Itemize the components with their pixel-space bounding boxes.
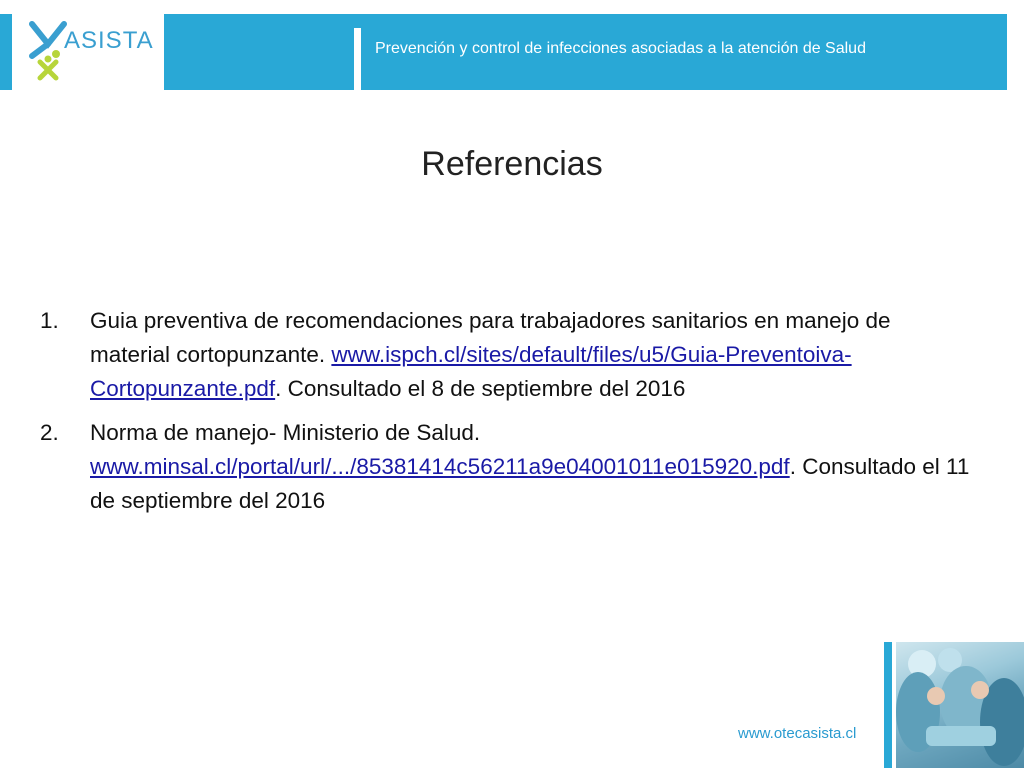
header-title-bar [164,14,1007,90]
surgical-team-photo [896,642,1024,768]
reference-consulted: . Consultado el 11 de septiembre del 2016 [90,454,970,513]
reference-text: Guia preventiva de recomendaciones para trabajadores sanitarios en manejo de material cortopunzante. [90,308,891,367]
reference-item [40,416,975,518]
reference-number: 1. [40,308,59,333]
title-divider [354,28,361,90]
reference-item [40,304,975,406]
reference-link[interactable]: www.ispch.cl/sites/default/files/u5/Guia-Preventoiva-Cortopunzante.pdf [90,342,852,401]
reference-number: 2. [40,420,59,445]
footer-accent-bar [884,642,892,768]
references-list [40,304,975,528]
header-title: Prevención y control de infecciones asociadas a la atención de Salud [375,40,866,57]
reference-link[interactable]: www.minsal.cl/portal/url/.../85381414c56211a9e04001011e015920.pdf [90,454,790,479]
logo [14,14,162,90]
header [0,0,1024,90]
reference-text: Norma de manejo- Ministerio de Salud. [90,420,481,445]
left-accent-bar [0,14,12,90]
logo-text: ASISTA [64,27,154,54]
surgical-scene-image [896,642,1024,768]
footer-url: www.otecasista.cl [738,725,857,742]
reference-consulted: . Consultado el 8 de septiembre del 2016 [275,376,686,401]
slide-title: Referencias [421,145,603,183]
asista-logo-icon [28,18,68,82]
